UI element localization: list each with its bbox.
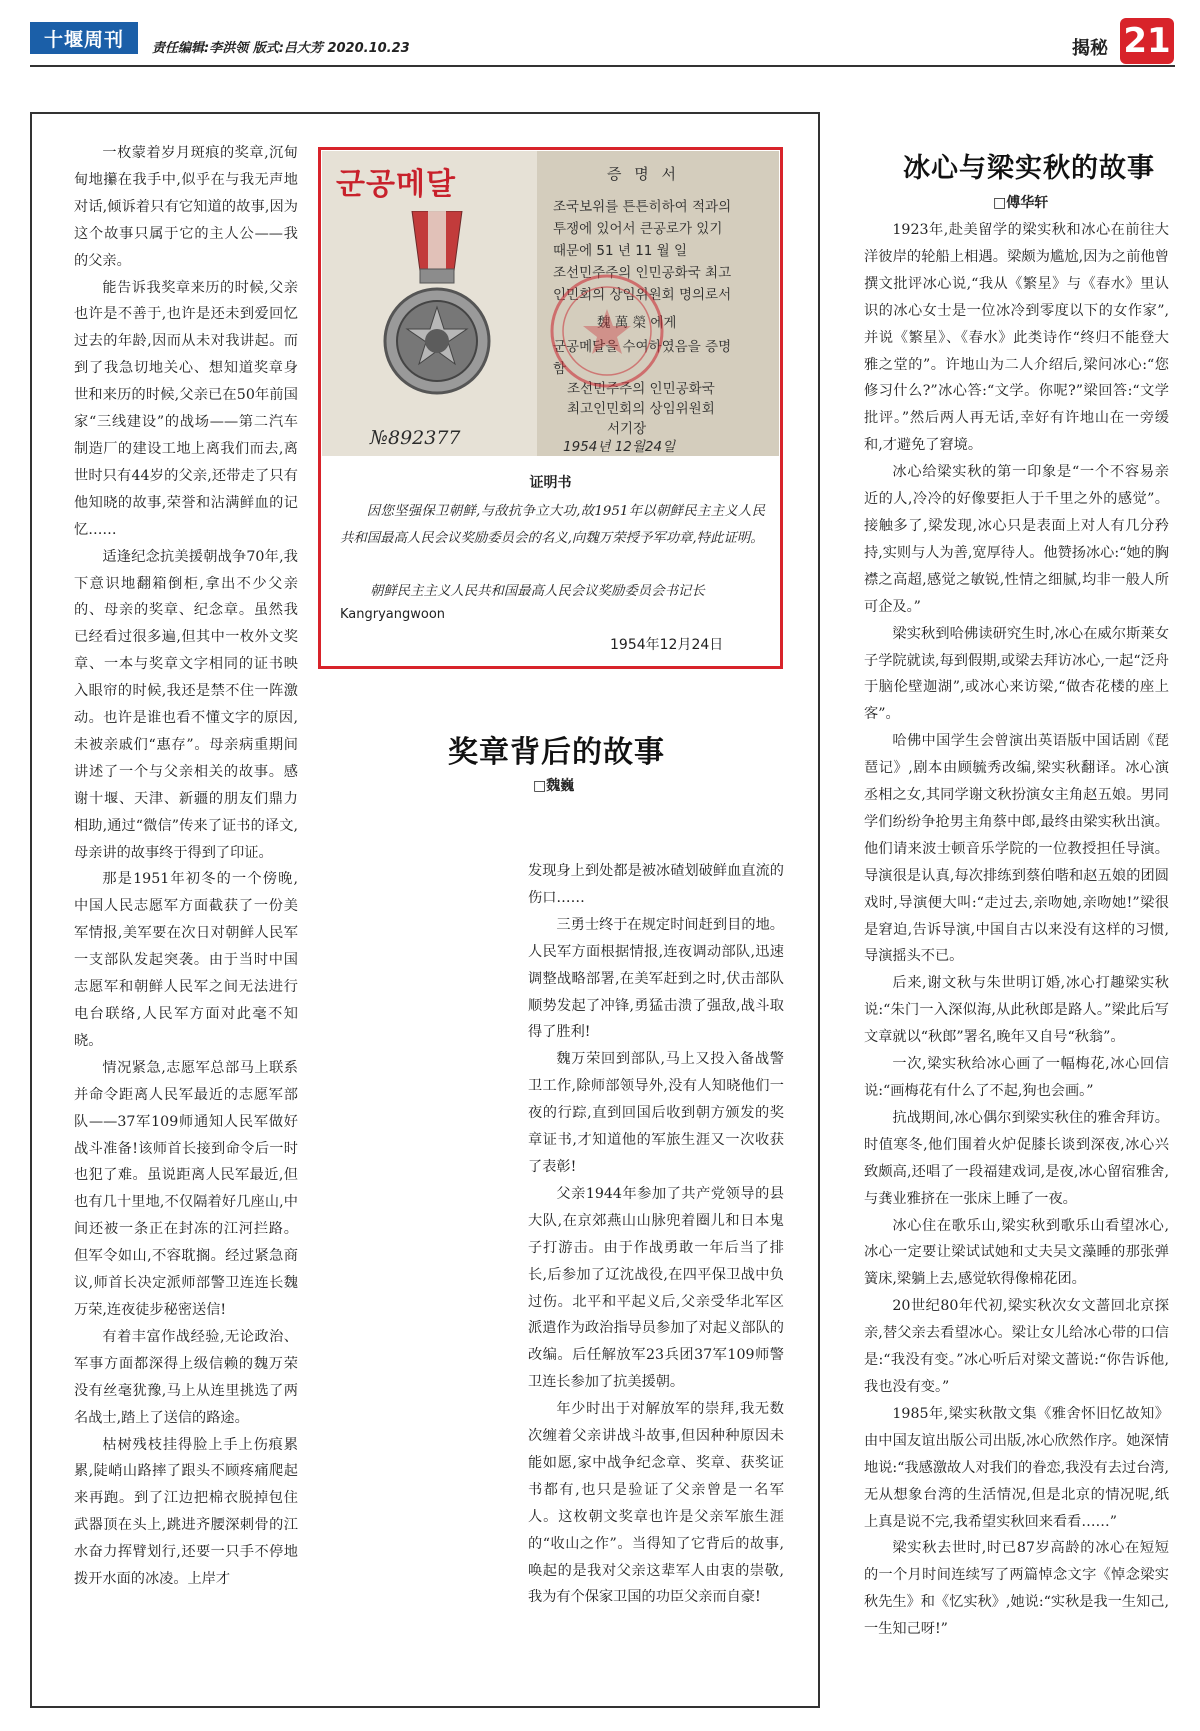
paragraph: 情况紧急,志愿军总部马上联系并命令距离人民军最近的志愿军部队——37军109师通知人民军做好战斗准备!该师首长接到命令后一时也犯了难。虽说距离人民军最近,但也有几十里地,不仅隔着好几座山,中间还被一条正在封冻的江河拦路。但军令如山,不容耽搁。经过紧急商议,师首长决定派师部警卫连连长魏万荣,连夜徒步秘密送信! [74, 1059, 298, 1318]
caption-title: 证明书 [529, 475, 572, 491]
certificate-line: 조국보위를 튼튼히하여 적과의 [553, 199, 732, 215]
paragraph: 20世纪80年代初,梁实秋次女文蔷回北京探亲,替父亲去看望冰心。梁让女儿给冰心带的口信是:“我没有变。”冰心听后对梁文蔷说:“你告诉他,我也没有变。” [864, 1298, 1169, 1395]
certificate-page [537, 151, 779, 456]
medal-icon [382, 211, 492, 421]
medal-page [322, 151, 537, 456]
paragraph: 1923年,赴美留学的梁实秋和冰心在前往大洋彼岸的轮船上相遇。梁颇为尴尬,因为之前他曾撰文批评冰心说,“我从《繁星》与《春水》里认识的冰心女士是一位冰冷到零度以下的女作家”,并说《繁星》、《春水》此类诗作“终归不能登大雅之堂的”。许地山为二人介绍后,梁问冰心:“您修习什么?”冰心答:“文学。你呢?”梁回答:“文学批评。”然后两人再无话,幸好有许地山在一旁缓和,才避免了窘境。 [864, 222, 1169, 454]
certificate-line: 군공메달을 수여하였음을 증명 [553, 339, 732, 355]
editor-credits: 责任编辑:李洪领 版式:吕大芳 2020.10.23 [152, 41, 410, 56]
paragraph: 适逢纪念抗美援朝战争70年,我下意识地翻箱倒柜,拿出不少父亲的、母亲的奖章、纪念章。虽然我已经看过很多遍,但其中一枚外文奖章、一本与奖章文字相同的证书映入眼帘的时候,我还是禁不住一阵激动。也许是谁也看不懂文字的原因,未被亲戚们“惠存”。母亲病重期间讲述了一个与父亲相关的故事。感谢十堰、天津、新疆的朋友们鼎力相助,通过“微信”传来了证书的译文,母亲讲的故事终于得到了印证。 [74, 548, 298, 861]
paragraph: 魏万荣回到部队,马上又投入备战警卫工作,除师部领导外,没有人知晓他们一夜的行踪,直到回国后收到朝方颁发的奖章证书,才知道他的军旅生涯又一次收获了表彰! [528, 1051, 784, 1175]
paragraph: 冰心住在歌乐山,梁实秋到歌乐山看望冰心,冰心一定要让梁试试她和丈夫吴文藻睡的那张弹簧床,梁躺上去,感觉软得像棉花团。 [864, 1217, 1169, 1288]
caption-paragraph: 因您坚强保卫朝鲜,与敌抗争立大功,故1951年以朝鲜民主主义人民共和国最高人民会议奖励委员会的名义,向魏万荣授予军功章,特此证明。 [340, 504, 765, 546]
official-seal-icon [547, 271, 667, 391]
paragraph: 梁实秋去世时,时已87岁高龄的冰心在短短的一个月时间连续写了两篇悼念文字《悼念梁实秋先生》和《忆实秋》,她说:“实秋是我一生知己,一生知己呀!” [864, 1540, 1169, 1638]
paragraph: 一枚蒙着岁月斑痕的奖章,沉甸甸地攥在我手中,似乎在与我无声地对话,倾诉着只有它知道的故事,因为这个故事只属于它的主人公——我的父亲。 [74, 145, 298, 269]
caption-body [340, 498, 765, 552]
page-number: 21 [1120, 18, 1174, 64]
article2-title: 冰心与梁实秋的故事 [903, 153, 1155, 184]
paragraph: 冰心给梁实秋的第一印象是“一个不容易亲近的人,冷冷的好像要拒人于千里之外的感觉”。接触多了,梁发现,冰心只是表面上对人有几分矜持,实则与人为善,宽厚待人。他赞扬冰心:“她的胸襟之高超,感觉之敏锐,性情之细腻,均非一般人所可企及。” [864, 464, 1169, 615]
certificate-line: 때문에 51 년 11 월 일 [553, 243, 688, 259]
certificate-line: 최고인민회의 상임위원회 [567, 401, 715, 417]
paragraph: 一次,梁实秋给冰心画了一幅梅花,冰心回信说:“画梅花有什么了不起,狗也会画。” [864, 1056, 1169, 1099]
article2-column [864, 217, 1169, 1643]
paragraph: 枯树残枝挂得脸上手上伤痕累累,陡峭山路摔了跟头不顾疼痛爬起来再跑。到了江边把棉衣脱掉包住武器顶在头上,跳进齐腰深刺骨的江水奋力挥臂划行,还要一只手不停地拨开水面的冰凌。上岸才 [74, 1436, 298, 1588]
certificate-line: 魏 萬 榮 에게 [597, 315, 677, 331]
medal-serial-number: №892377 [370, 427, 461, 449]
certificate-line: 인민회의 상임위원회 명의로서 [553, 287, 732, 303]
caption-date: 1954年12月24日 [610, 637, 724, 653]
section-label: 揭秘 [1072, 38, 1108, 59]
paragraph: 抗战期间,冰心偶尔到梁实秋住的雅舍拜访。时值寒冬,他们围着火炉促膝长谈到深夜,冰心兴致颇高,还唱了一段福建戏词,是夜,冰心留宿雅舍,与龚业雅挤在一张床上睡了一夜。 [864, 1109, 1169, 1207]
certificate-title: 증 명 서 [607, 165, 681, 183]
paragraph: 父亲1944年参加了共产党领导的县大队,在京郊燕山山脉兜着圈儿和日本鬼子打游击。由于作战勇敢一年后当了排长,后参加了辽沈战役,在四平保卫战中负过伤。北平和平起义后,父亲受华北军区派遣作为政治指导员参加了对起义部队的改编。后任解放军23兵团37军109师警卫连长参加了抗美援朝。 [528, 1185, 784, 1391]
medal-title-text: 군공메달 [336, 167, 456, 202]
paragraph: 梁实秋到哈佛读研究生时,冰心在威尔斯莱女子学院就读,每到假期,或梁去拜访冰心,一起“泛舟于脑伦壁迦湖”,或冰心来访梁,“做杏花楼的座上客”。 [864, 625, 1169, 723]
article1-column-left [74, 140, 298, 1593]
paragraph: 有着丰富作战经验,无论政治、军事方面都深得上级信赖的魏万荣没有丝毫犹豫,马上从连里挑选了两名战士,踏上了送信的路途。 [74, 1328, 298, 1426]
paragraph: 1985年,梁实秋散文集《雅舍怀旧忆故知》由中国友谊出版公司出版,冰心欣然作序。她深情地说:“我感激故人对我们的眷恋,我没有去过台湾,无从想象台湾的生活情况,但是北京的情况呢,纸上真是说不完,我希望实秋回来看看……” [864, 1405, 1169, 1530]
certificate-line: 조선민주주의 인민공화국 [567, 381, 715, 397]
caption-signer: 朝鲜民主主义人民共和国最高人民会议奖励委员会书记长 [370, 584, 705, 599]
paragraph: 年少时出于对解放军的崇拜,我无数次缠着父亲讲战斗故事,但因种种原因未能如愿,家中战争纪念章、奖章、获奖证书都有,也只是验证了父亲曾是一名军人。这枚朝文奖章也许是父亲军旅生涯的“收山之作”。当得知了它背后的故事,唤起的是我对父亲这辈军人由衷的崇敬,我为有个保家卫国的功臣父亲而自豪! [528, 1401, 784, 1606]
paragraph: 三勇士终于在规定时间赶到目的地。人民军方面根据情报,连夜调动部队,迅速调整战略部署,在美军赶到之时,伏击部队顺势发起了冲锋,勇猛击溃了强敌,战斗取得了胜利! [528, 916, 784, 1041]
article1-title: 奖章背后的故事 [448, 735, 665, 770]
paragraph: 能告诉我奖章来历的时候,父亲也许是不善于,也许是还未到爱回忆过去的年龄,因而从未对我讲起。而到了我急切地关心、想知道奖章身世和来历的时候,父亲已在50年前国家“三线建设”的战场——第二汽车制造厂的建设工地上离我们而去,离世时只有44岁的父亲,还带走了只有他知晓的故事,荣誉和沾满鲜血的记忆…… [74, 279, 298, 538]
certificate-line: 투쟁에 있어서 큰공로가 있기 [553, 221, 723, 237]
certificate-line: 서기장 [607, 421, 647, 437]
article1-column-right [528, 858, 784, 1611]
paragraph: 哈佛中国学生会曾演出英语版中国话剧《琵琶记》,剧本由顾毓秀改编,梁实秋翻译。冰心演丞相之女,其同学谢文秋扮演女主角赵五娘。男同学们纷纷争抢男主角蔡中郎,最终由梁实秋出演。他们请来波士顿音乐学院的一位教授担任导演。导演很是认真,每次排练到蔡伯喈和赵五娘的团圆戏时,导演便大叫:“走过去,亲吻她,亲吻她!”梁很是窘迫,告诉导演,中国自古以来没有这样的习惯,导演摇头不已。 [864, 733, 1169, 965]
article2-byline: □傅华轩 [993, 195, 1049, 211]
certificate-line: 조선민주주의 인민공화국 최고 [553, 265, 732, 281]
article1-byline: □魏巍 [533, 778, 575, 794]
certificate-date: 1954년 12월24일 [563, 439, 676, 455]
header-rule [30, 65, 1175, 67]
certificate-photo [322, 151, 779, 456]
paragraph: 发现身上到处都是被冰碴划破鲜血直流的伤口…… [528, 863, 784, 906]
certificate-line: 함 [553, 361, 567, 377]
paragraph: 后来,谢文秋与朱世明订婚,冰心打趣梁实秋说:“朱门一入深似海,从此秋郎是路人。”梁此后写文章就以“秋郎”署名,晚年又自号“秋翁”。 [864, 975, 1169, 1046]
caption-signer-name: Kangryangwoon [340, 607, 446, 622]
masthead-logo: 十堰周刊 [30, 22, 138, 54]
paragraph: 那是1951年初冬的一个傍晚,中国人民志愿军方面截获了一份美军情报,美军要在次日对朝鲜人民军一支部队发起突袭。由于当时中国志愿军和朝鲜人民军之间无法进行电台联络,人民军方面对此毫不知晓。 [74, 871, 298, 1049]
